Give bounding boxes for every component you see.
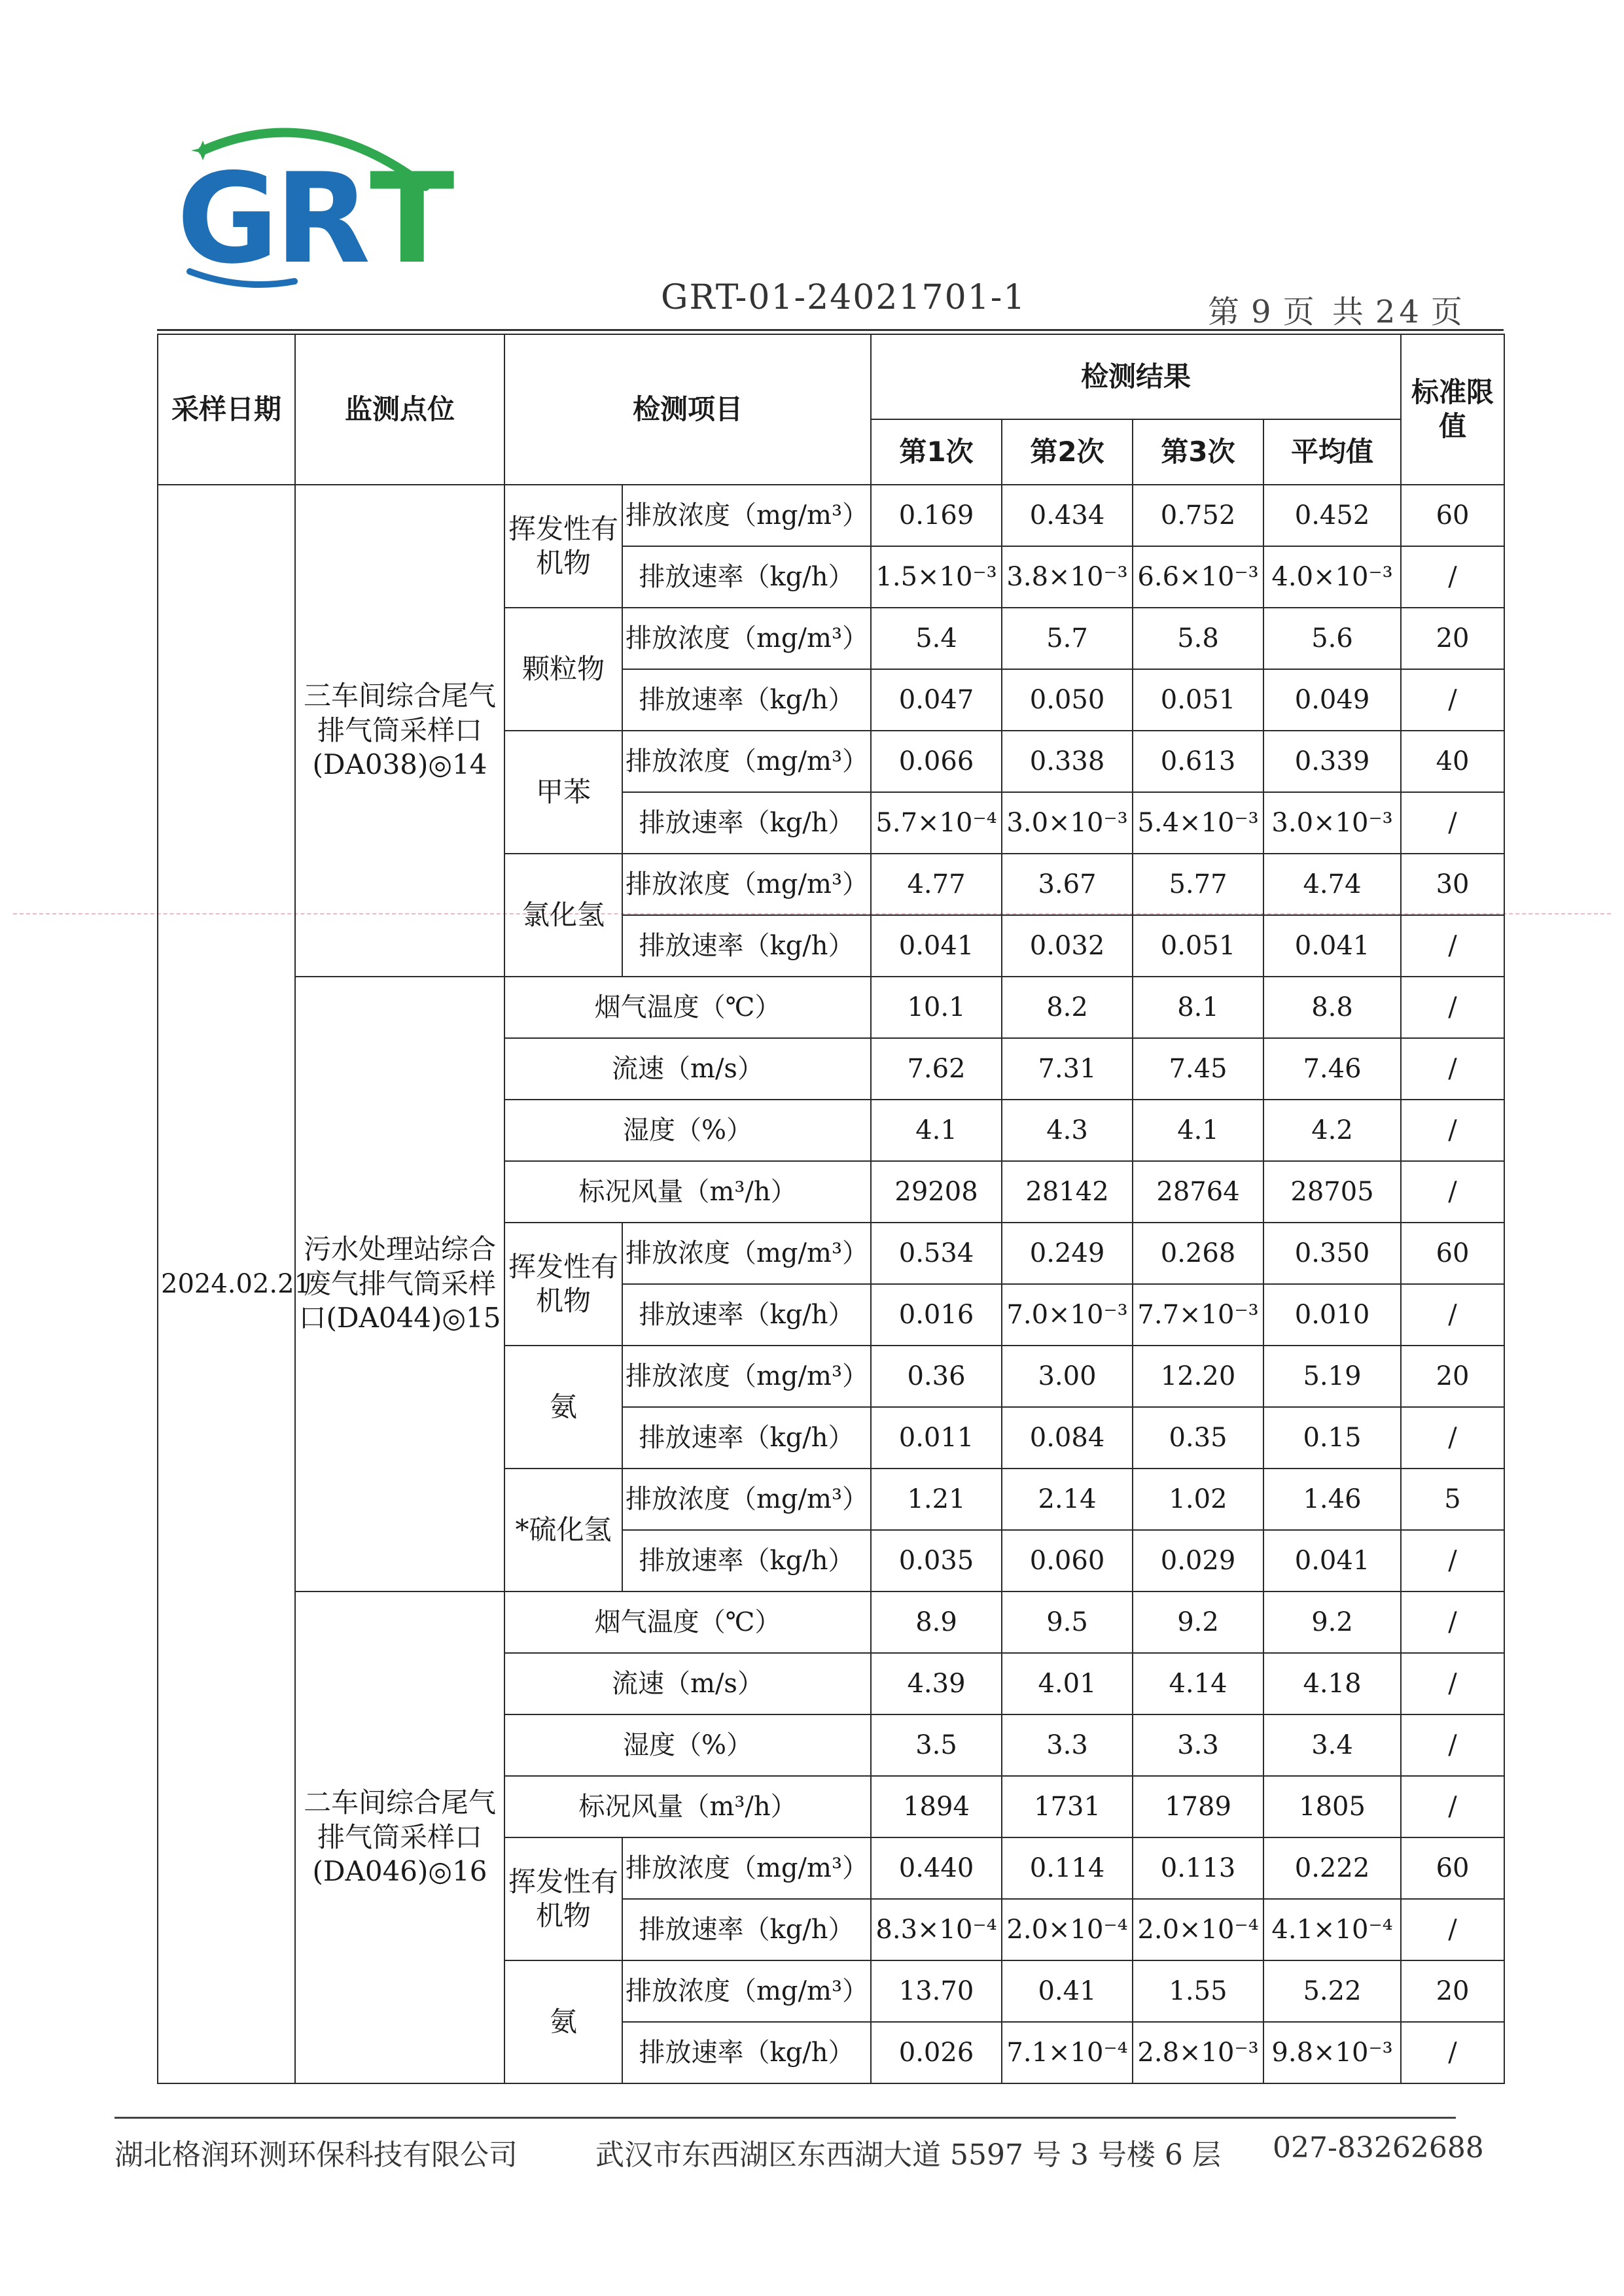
- result-value: 0.060: [1002, 1530, 1133, 1592]
- result-value: 0.035: [871, 1530, 1002, 1592]
- result-value: 0.350: [1263, 1223, 1401, 1284]
- result-value: 7.1×10⁻⁴: [1002, 2022, 1133, 2083]
- result-value: 4.1×10⁻⁴: [1263, 1899, 1401, 1960]
- logo-text-gr: GR: [177, 147, 367, 291]
- test-item: 挥发性有机物: [504, 1837, 622, 1960]
- header-run2: 第2次: [1002, 419, 1133, 485]
- result-value: 4.74: [1263, 854, 1401, 915]
- result-value: 3.0×10⁻³: [1263, 792, 1401, 854]
- result-value: 3.4: [1263, 1714, 1401, 1776]
- result-value: 3.3: [1002, 1714, 1133, 1776]
- footer-rule: [115, 2117, 1456, 2119]
- parameter-label: 排放速率（kg/h）: [622, 1284, 871, 1346]
- limit-value: /: [1401, 1714, 1504, 1776]
- test-item: *硫化氢: [504, 1469, 622, 1592]
- result-value: 1.55: [1133, 1960, 1263, 2022]
- result-value: 8.3×10⁻⁴: [871, 1899, 1002, 1960]
- parameter-label: 流速（m/s）: [504, 1038, 871, 1100]
- result-value: 3.0×10⁻³: [1002, 792, 1133, 854]
- result-value: 0.084: [1002, 1407, 1133, 1469]
- result-value: 1.02: [1133, 1469, 1263, 1530]
- parameter-label: 湿度（%）: [504, 1100, 871, 1161]
- result-value: 5.7×10⁻⁴: [871, 792, 1002, 854]
- parameter-label: 流速（m/s）: [504, 1653, 871, 1714]
- test-item: 颗粒物: [504, 608, 622, 731]
- limit-value: /: [1401, 1407, 1504, 1469]
- result-value: 1731: [1002, 1776, 1133, 1837]
- parameter-label: 排放速率（kg/h）: [622, 1530, 871, 1592]
- limit-value: /: [1401, 1530, 1504, 1592]
- result-value: 8.2: [1002, 977, 1133, 1038]
- result-value: 0.339: [1263, 731, 1401, 792]
- result-value: 0.011: [871, 1407, 1002, 1469]
- result-value: 3.3: [1133, 1714, 1263, 1776]
- result-value: 0.032: [1002, 915, 1133, 977]
- result-value: 4.0×10⁻³: [1263, 546, 1401, 608]
- result-value: 0.36: [871, 1346, 1002, 1407]
- page-indicator: [1204, 287, 1470, 332]
- parameter-label: 排放速率（kg/h）: [622, 1899, 871, 1960]
- limit-value: /: [1401, 1038, 1504, 1100]
- result-value: 4.2: [1263, 1100, 1401, 1161]
- limit-value: 30: [1401, 854, 1504, 915]
- page-total: 24: [1375, 294, 1423, 330]
- result-value: 7.46: [1263, 1038, 1401, 1100]
- table-row: [158, 1592, 1504, 1653]
- limit-value: /: [1401, 1899, 1504, 1960]
- parameter-label: 排放浓度（mg/m³）: [622, 1346, 871, 1407]
- result-value: 0.222: [1263, 1837, 1401, 1899]
- result-value: 0.051: [1133, 915, 1263, 977]
- parameter-label: 排放速率（kg/h）: [622, 915, 871, 977]
- result-value: 0.452: [1263, 485, 1401, 546]
- footer-address: 武汉市东西湖区东西湖大道 5597 号 3 号楼 6 层: [595, 2138, 1221, 2172]
- limit-value: /: [1401, 669, 1504, 731]
- result-value: 0.047: [871, 669, 1002, 731]
- result-value: 4.39: [871, 1653, 1002, 1714]
- result-value: 9.2: [1133, 1592, 1263, 1653]
- test-item: 氯化氢: [504, 854, 622, 977]
- result-value: 8.1: [1133, 977, 1263, 1038]
- result-value: 0.041: [1263, 915, 1401, 977]
- result-value: 7.0×10⁻³: [1002, 1284, 1133, 1346]
- result-value: 0.169: [871, 485, 1002, 546]
- results-table: [157, 334, 1505, 2084]
- result-value: 0.049: [1263, 669, 1401, 731]
- result-value: 0.051: [1133, 669, 1263, 731]
- result-value: 2.0×10⁻⁴: [1133, 1899, 1263, 1960]
- limit-value: /: [1401, 1653, 1504, 1714]
- result-value: 0.113: [1133, 1837, 1263, 1899]
- limit-value: 60: [1401, 485, 1504, 546]
- result-value: 7.7×10⁻³: [1133, 1284, 1263, 1346]
- test-item: 甲苯: [504, 731, 622, 854]
- header-date: 采样日期: [158, 334, 295, 485]
- result-value: 5.22: [1263, 1960, 1401, 2022]
- result-value: 0.029: [1133, 1530, 1263, 1592]
- result-value: 3.67: [1002, 854, 1133, 915]
- result-value: 3.5: [871, 1714, 1002, 1776]
- limit-value: /: [1401, 546, 1504, 608]
- result-value: 0.35: [1133, 1407, 1263, 1469]
- header-run1: 第1次: [871, 419, 1002, 485]
- parameter-label: 烟气温度（℃）: [504, 977, 871, 1038]
- result-value: 28705: [1263, 1161, 1401, 1223]
- result-value: 0.010: [1263, 1284, 1401, 1346]
- result-value: 0.041: [1263, 1530, 1401, 1592]
- result-value: 4.1: [1133, 1100, 1263, 1161]
- monitoring-point: 污水处理站综合废气排气筒采样口(DA044)◎15: [295, 977, 504, 1592]
- result-value: 0.114: [1002, 1837, 1133, 1899]
- result-value: 5.8: [1133, 608, 1263, 669]
- result-value: 8.8: [1263, 977, 1401, 1038]
- result-value: 5.4×10⁻³: [1133, 792, 1263, 854]
- result-value: 4.01: [1002, 1653, 1133, 1714]
- result-value: 3.8×10⁻³: [1002, 546, 1133, 608]
- result-value: 12.20: [1133, 1346, 1263, 1407]
- result-value: 0.050: [1002, 669, 1133, 731]
- result-value: 0.026: [871, 2022, 1002, 2083]
- result-value: 0.15: [1263, 1407, 1401, 1469]
- limit-value: /: [1401, 2022, 1504, 2083]
- test-item: 挥发性有机物: [504, 485, 622, 608]
- limit-value: /: [1401, 915, 1504, 977]
- result-value: 0.016: [871, 1284, 1002, 1346]
- result-value: 7.45: [1133, 1038, 1263, 1100]
- result-value: 9.2: [1263, 1592, 1401, 1653]
- result-value: 0.613: [1133, 731, 1263, 792]
- result-value: 10.1: [871, 977, 1002, 1038]
- result-value: 1.21: [871, 1469, 1002, 1530]
- page-prefix: 第: [1208, 294, 1244, 330]
- result-value: 0.440: [871, 1837, 1002, 1899]
- parameter-label: 排放浓度（mg/m³）: [622, 608, 871, 669]
- result-value: 1.5×10⁻³: [871, 546, 1002, 608]
- limit-value: /: [1401, 1161, 1504, 1223]
- result-value: 0.041: [871, 915, 1002, 977]
- result-value: 0.066: [871, 731, 1002, 792]
- parameter-label: 排放浓度（mg/m³）: [622, 1837, 871, 1899]
- result-value: 0.434: [1002, 485, 1133, 546]
- limit-value: 40: [1401, 731, 1504, 792]
- result-value: 1.46: [1263, 1469, 1401, 1530]
- parameter-label: 排放浓度（mg/m³）: [622, 485, 871, 546]
- result-value: 5.7: [1002, 608, 1133, 669]
- header-rule: [157, 329, 1504, 331]
- limit-value: /: [1401, 1776, 1504, 1837]
- header-result: 检测结果: [871, 334, 1401, 419]
- limit-value: 5: [1401, 1469, 1504, 1530]
- result-value: 29208: [871, 1161, 1002, 1223]
- test-item: 挥发性有机物: [504, 1223, 622, 1346]
- monitoring-point: 二车间综合尾气排气筒采样口(DA046)◎16: [295, 1592, 504, 2083]
- footer-phone: 027-83262688: [1273, 2131, 1484, 2165]
- parameter-label: 标况风量（m³/h）: [504, 1161, 871, 1223]
- result-value: 2.14: [1002, 1469, 1133, 1530]
- test-item: 氨: [504, 1346, 622, 1469]
- header-item: 检测项目: [504, 334, 871, 485]
- header-point: 监测点位: [295, 334, 504, 485]
- result-value: 0.249: [1002, 1223, 1133, 1284]
- result-value: 4.18: [1263, 1653, 1401, 1714]
- results-table-body: [158, 485, 1504, 2083]
- page-number: 9: [1251, 294, 1275, 330]
- result-value: 28142: [1002, 1161, 1133, 1223]
- limit-value: 20: [1401, 1960, 1504, 2022]
- parameter-label: 排放浓度（mg/m³）: [622, 1960, 871, 2022]
- parameter-label: 标况风量（m³/h）: [504, 1776, 871, 1837]
- result-value: 13.70: [871, 1960, 1002, 2022]
- limit-value: 20: [1401, 1346, 1504, 1407]
- result-value: 7.31: [1002, 1038, 1133, 1100]
- header-avg: 平均值: [1263, 419, 1401, 485]
- limit-value: /: [1401, 1592, 1504, 1653]
- parameter-label: 排放速率（kg/h）: [622, 546, 871, 608]
- result-value: 0.41: [1002, 1960, 1133, 2022]
- parameter-label: 排放浓度（mg/m³）: [622, 1223, 871, 1284]
- result-value: 6.6×10⁻³: [1133, 546, 1263, 608]
- page-mid: 页 共: [1282, 294, 1368, 330]
- result-value: 0.268: [1133, 1223, 1263, 1284]
- result-value: 4.14: [1133, 1653, 1263, 1714]
- result-value: 1894: [871, 1776, 1002, 1837]
- parameter-label: 烟气温度（℃）: [504, 1592, 871, 1653]
- result-value: 28764: [1133, 1161, 1263, 1223]
- limit-value: /: [1401, 1100, 1504, 1161]
- result-value: 4.3: [1002, 1100, 1133, 1161]
- result-value: 9.5: [1002, 1592, 1133, 1653]
- page-suffix: 页: [1430, 294, 1466, 330]
- parameter-label: 排放速率（kg/h）: [622, 2022, 871, 2083]
- result-value: 5.6: [1263, 608, 1401, 669]
- table-row: [158, 977, 1504, 1038]
- parameter-label: 排放浓度（mg/m³）: [622, 854, 871, 915]
- parameter-label: 排放速率（kg/h）: [622, 792, 871, 854]
- footer-company: 湖北格润环测环保科技有限公司: [115, 2138, 518, 2172]
- result-value: 1805: [1263, 1776, 1401, 1837]
- result-value: 4.1: [871, 1100, 1002, 1161]
- header-limit: 标准限值: [1401, 334, 1504, 485]
- result-value: 8.9: [871, 1592, 1002, 1653]
- limit-value: /: [1401, 792, 1504, 854]
- result-value: 7.62: [871, 1038, 1002, 1100]
- table-row: [158, 485, 1504, 546]
- result-value: 5.77: [1133, 854, 1263, 915]
- parameter-label: 湿度（%）: [504, 1714, 871, 1776]
- report-number: GRT-01-24021701-1: [661, 278, 1027, 317]
- limit-value: 20: [1401, 608, 1504, 669]
- monitoring-point: 三车间综合尾气排气筒采样口(DA038)◎14: [295, 485, 504, 977]
- parameter-label: 排放浓度（mg/m³）: [622, 1469, 871, 1530]
- result-value: 0.534: [871, 1223, 1002, 1284]
- limit-value: 60: [1401, 1837, 1504, 1899]
- grt-logo: [164, 114, 484, 298]
- result-value: 5.19: [1263, 1346, 1401, 1407]
- result-value: 0.752: [1133, 485, 1263, 546]
- result-value: 5.4: [871, 608, 1002, 669]
- result-value: 1789: [1133, 1776, 1263, 1837]
- result-value: 0.338: [1002, 731, 1133, 792]
- limit-value: 60: [1401, 1223, 1504, 1284]
- limit-value: /: [1401, 1284, 1504, 1346]
- result-value: 3.00: [1002, 1346, 1133, 1407]
- result-value: 4.77: [871, 854, 1002, 915]
- result-value: 9.8×10⁻³: [1263, 2022, 1401, 2083]
- test-item: 氨: [504, 1960, 622, 2083]
- result-value: 2.0×10⁻⁴: [1002, 1899, 1133, 1960]
- result-value: 2.8×10⁻³: [1133, 2022, 1263, 2083]
- parameter-label: 排放速率（kg/h）: [622, 1407, 871, 1469]
- parameter-label: 排放浓度（mg/m³）: [622, 731, 871, 792]
- limit-value: /: [1401, 977, 1504, 1038]
- header-run3: 第3次: [1133, 419, 1263, 485]
- sampling-date: 2024.02.21: [158, 485, 295, 2083]
- parameter-label: 排放速率（kg/h）: [622, 669, 871, 731]
- logo-text-t: T: [370, 147, 455, 291]
